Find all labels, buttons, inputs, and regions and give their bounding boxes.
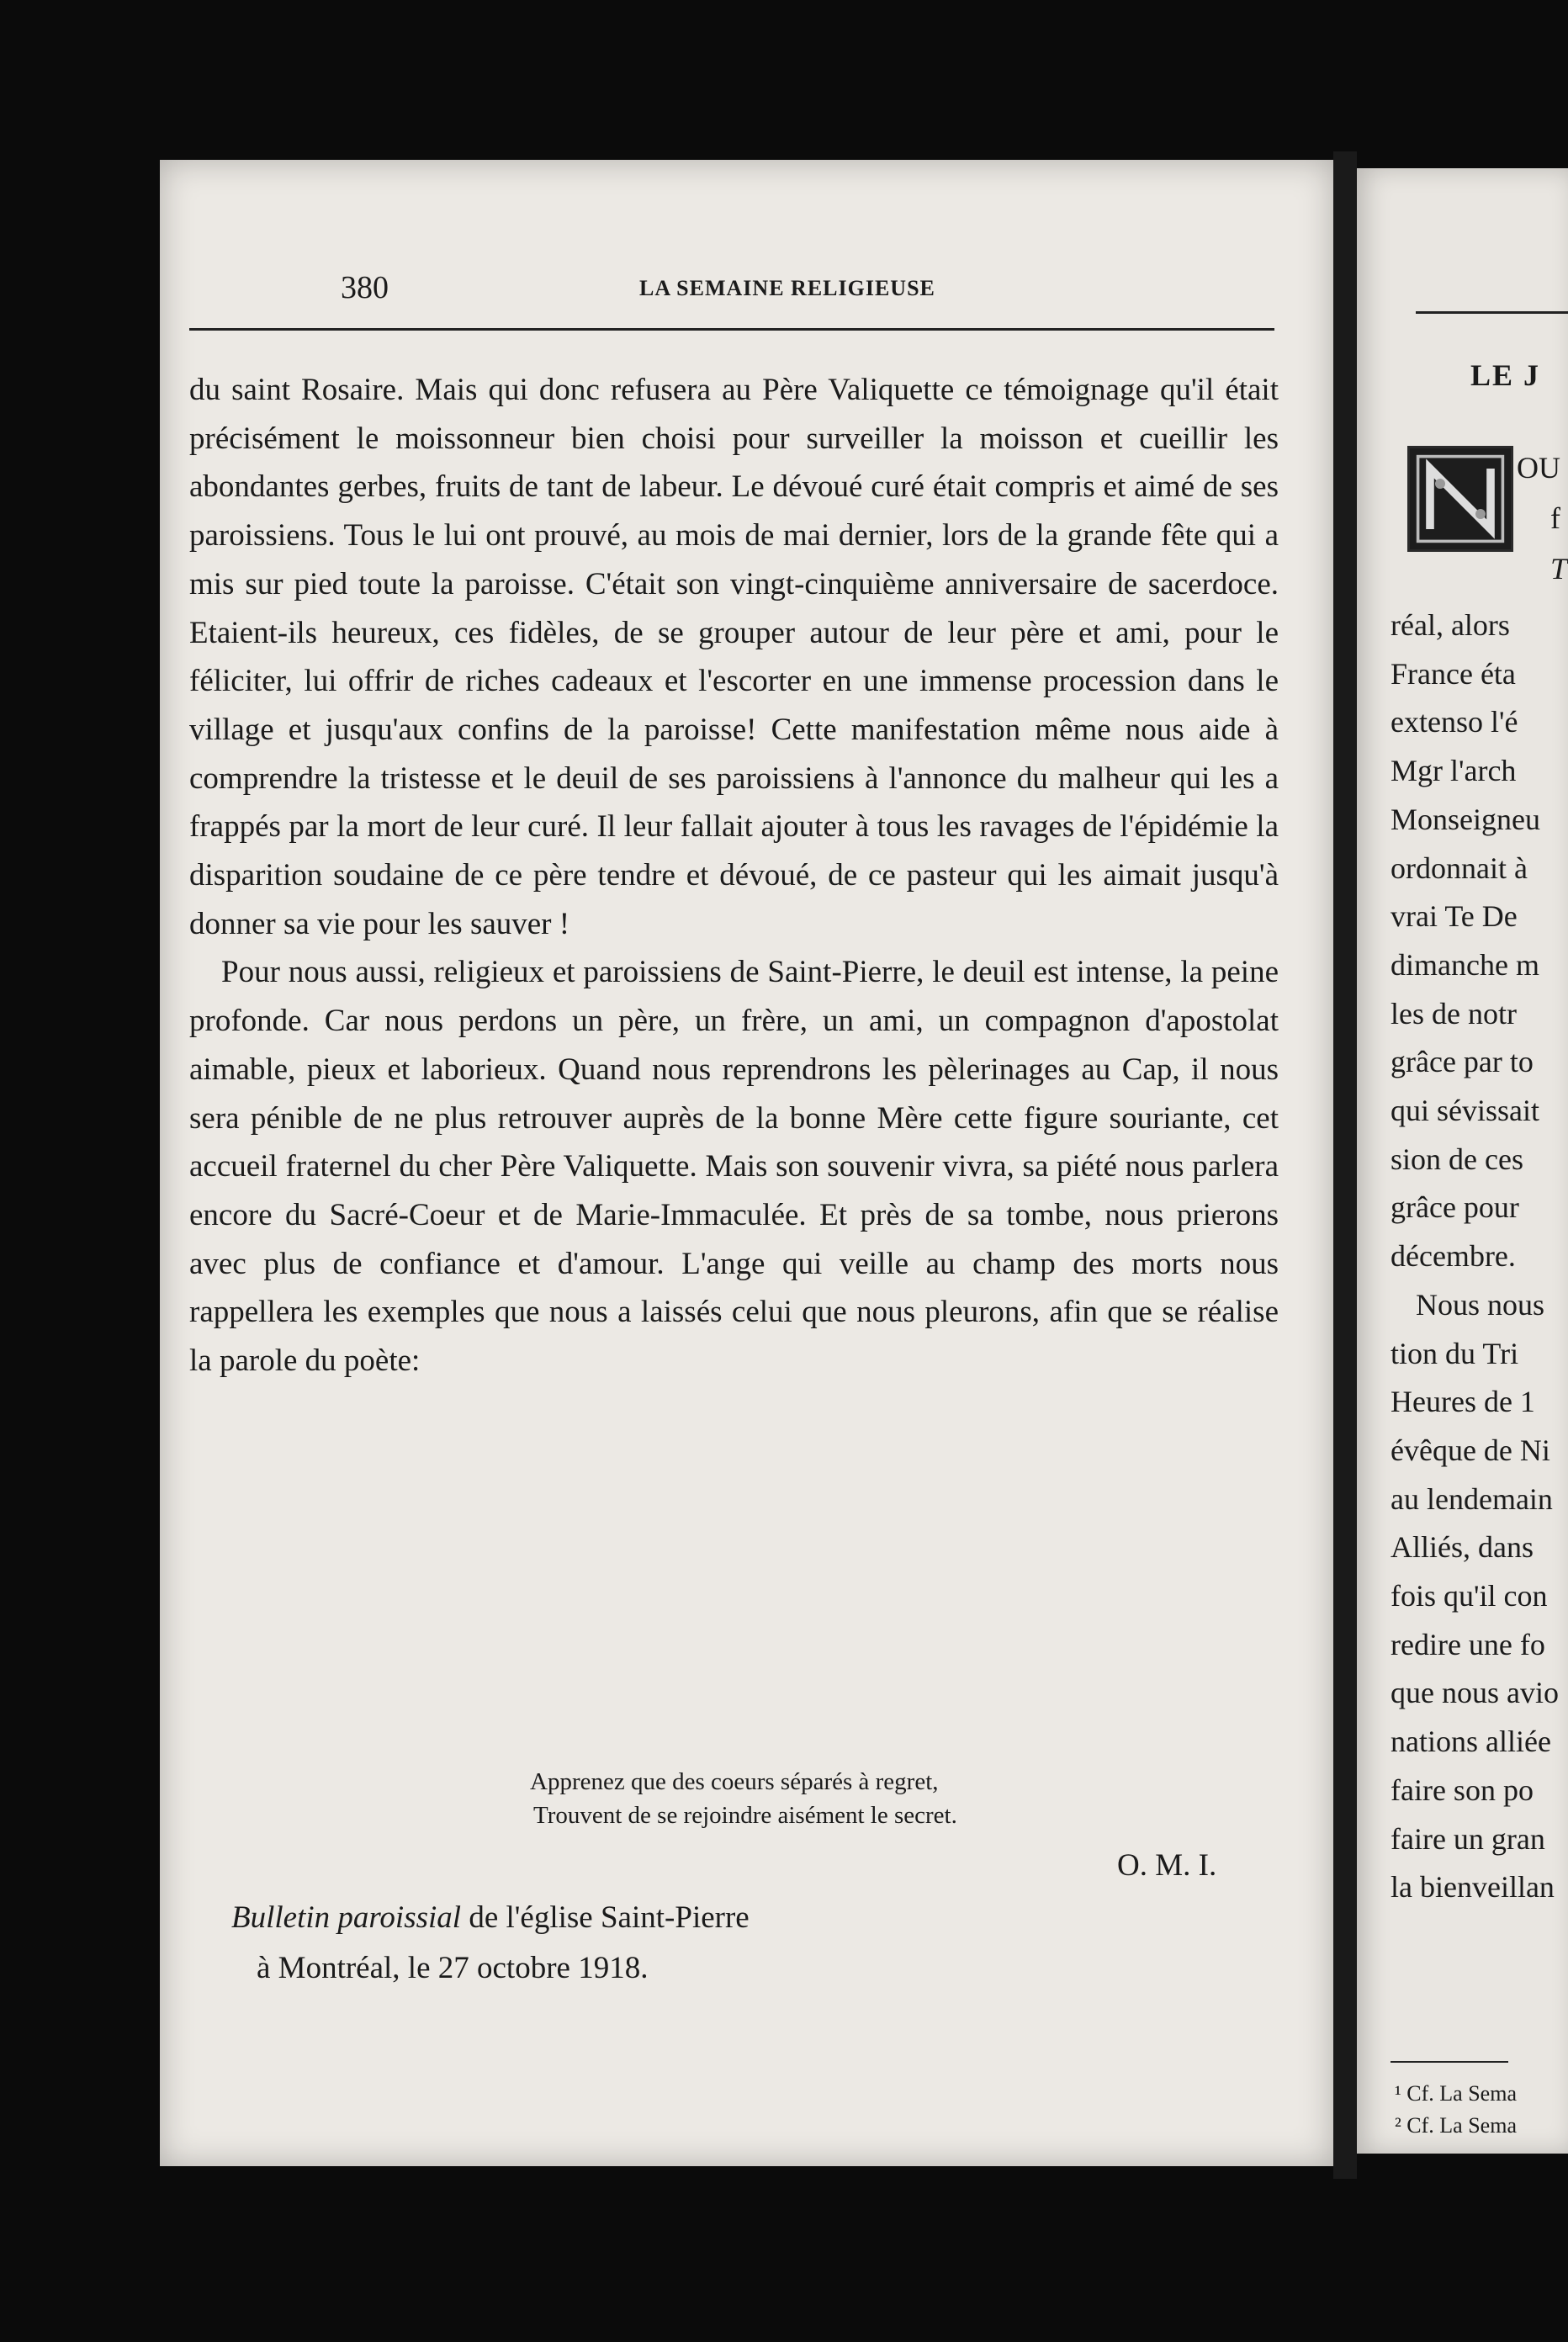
right-line: ordonnait à bbox=[1391, 850, 1528, 885]
poem-quote bbox=[530, 1765, 1203, 1832]
right-line: dimanche m bbox=[1391, 947, 1539, 982]
right-line: Alliés, dans bbox=[1391, 1530, 1534, 1565]
paragraph-2: Pour nous aussi, religieux et paroissiens de Saint-Pierre, le deuil est intense, la peine profonde. Car nous perdons un père, un frère, un ami, un compagnon d'apostolat aimable, pieux et laborieux. Quand nous reprendrons les pèlerinages au Cap, il nous sera pénible de ne plus retrouver auprès de la bonne Mère cette figure souriante, cet accueil fraternel du cher Père Valiquette. Mais son souvenir vivra, sa piété nous parlera encore du Sacré-Coeur et de Marie-Immaculée. Et près de sa tombe, nous prierons avec plus de confiance et d'amour. L'ange qui veille au champ des morts nous rappellera les exemples que nous a laissés celui que nous pleurons, afin que se réalise la parole du poète: bbox=[189, 955, 1279, 1379]
right-line: grâce pour bbox=[1391, 1190, 1519, 1225]
right-line: que nous avio bbox=[1391, 1676, 1559, 1710]
verse-line-2: Trouvent de se rejoindre aisément le secret. bbox=[533, 1802, 957, 1829]
right-header-rule bbox=[1416, 311, 1568, 314]
right-line: France éta bbox=[1391, 656, 1516, 691]
right-line: vrai Te De bbox=[1391, 899, 1518, 934]
right-line: la bienveillan bbox=[1391, 1870, 1555, 1905]
source-citation bbox=[231, 1893, 1157, 1994]
right-top-line-2: f bbox=[1550, 501, 1560, 535]
right-page-title: LE J bbox=[1470, 358, 1541, 392]
right-line: au lendemain bbox=[1391, 1481, 1553, 1516]
right-footnotes bbox=[1395, 2078, 1517, 2142]
footnote-rule bbox=[1391, 2061, 1508, 2063]
book-gutter bbox=[1333, 151, 1357, 2179]
right-line: Nous nous bbox=[1416, 1287, 1545, 1322]
right-line: Heures de 1 bbox=[1391, 1385, 1535, 1419]
right-top-line-3: T bbox=[1550, 552, 1568, 586]
right-page bbox=[1357, 168, 1568, 2154]
page-header bbox=[341, 269, 1434, 336]
right-top-line-1: OU bbox=[1517, 451, 1560, 485]
right-line: évêque de Ni bbox=[1391, 1433, 1550, 1467]
right-line: Mgr l'arch bbox=[1391, 754, 1517, 788]
right-line: Monseigneu bbox=[1391, 802, 1540, 836]
right-line: fois qu'il con bbox=[1391, 1579, 1548, 1613]
ornamental-initial-icon bbox=[1407, 446, 1513, 552]
paragraph-1: du saint Rosaire. Mais qui donc refusera au Père Valiquette ce témoignage qu'il était précisément le moissonneur bien choisi pour surveiller la moisson et cueillir les abondantes gerbes, fruits de tant de labeur. Le dévoué curé était compris et aimé de ses paroissiens. Tous le lui ont prouvé, au mois de mai dernier, lors de la grande fête qui a mis sur pied toute la paroisse. C'était son vingt-cinquième anniversaire de sacerdoce. Etaient-ils heureux, ces fidèles, de se grouper autour de leur père et ami, pour le féliciter, lui offrir de riches cadeaux et l'escorter en une immense procession dans le village et jusqu'aux confins de la paroisse! Cette manifestation même nous aide à comprendre la tristesse et le deuil de ses paroissiens à l'annonce du malheur qui les a frappés par la mort de leur curé. Il leur fallait ajouter à tous les ravages de l'épidémie la disparition soudaine de ce père tendre et dévoué, de ce pasteur qui les aimait jusqu'à donner sa vie pour les sauver ! bbox=[189, 373, 1279, 941]
footnote-1: ¹ Cf. La Sema bbox=[1395, 2081, 1517, 2106]
right-line: les de notr bbox=[1391, 996, 1517, 1031]
page-number: 380 bbox=[341, 270, 389, 305]
right-line: réal, alors bbox=[1391, 608, 1510, 642]
running-head: LA SEMAINE RELIGIEUSE bbox=[639, 276, 935, 300]
right-page-text bbox=[1391, 601, 1559, 1912]
header-rule bbox=[189, 328, 1274, 331]
source-rest: de l'église Saint-Pierre bbox=[461, 1900, 750, 1935]
source-line-2: à Montréal, le 27 octobre 1918. bbox=[257, 1951, 649, 1985]
right-line: faire un gran bbox=[1391, 1821, 1545, 1856]
right-line: extenso l'é bbox=[1391, 705, 1518, 739]
right-line: décembre. bbox=[1391, 1239, 1516, 1274]
verse-line-1: Apprenez que des coeurs séparés à regret, bbox=[530, 1768, 939, 1795]
right-line: nations alliée bbox=[1391, 1725, 1551, 1759]
signature: O. M. I. bbox=[1117, 1848, 1217, 1883]
right-line: tion du Tri bbox=[1391, 1336, 1519, 1370]
right-line: redire une fo bbox=[1391, 1627, 1545, 1661]
footnote-2: ² Cf. La Sema bbox=[1395, 2113, 1517, 2138]
source-title: Bulletin paroissial bbox=[231, 1900, 462, 1935]
right-line: faire son po bbox=[1391, 1772, 1534, 1807]
right-line: sion de ces bbox=[1391, 1142, 1523, 1176]
right-line: grâce par to bbox=[1391, 1045, 1534, 1079]
right-line: qui sévissait bbox=[1391, 1094, 1539, 1128]
article-body bbox=[189, 366, 1279, 1386]
